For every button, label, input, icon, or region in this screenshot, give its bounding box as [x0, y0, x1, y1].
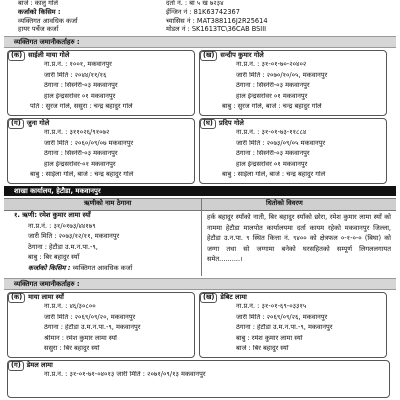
detail-line: बाबु : सुरज गोले, बाजे : चन्द्र बहादुर गोले: [222, 103, 322, 111]
guarantor-card-1a: [7, 50, 195, 116]
detail-line: ठेगाना : हेटौडा उ.म.न.पा.-९, मकवानपुर: [236, 324, 333, 332]
detail-line: ठेगाना : सिस्नेरी-०३ मकवानपुर: [236, 150, 310, 158]
section2-title: व्यक्तिगत जमानीकर्ताहरु :: [14, 280, 80, 288]
detail-line: ठेगाना : सिस्नेरी-०३ मकवानपुर: [44, 82, 118, 90]
detail-line: जारी मिति : २०६९/०९/२०, मकवानपुर: [44, 313, 136, 321]
detail-line: बाबु : रमेश कुमार लामा स्याँ: [236, 334, 303, 342]
chassis-no: च्यासिस नं : MAT388116J2R25614: [166, 16, 268, 25]
detail-line: हाल ईन्द्रसरोवर ०१ मकवानपुर: [236, 92, 308, 100]
card-tag: (घ): [200, 119, 216, 129]
detail-line: ना.प्र.नं. : ३१-०१-७०-२०४०२: [236, 61, 307, 68]
table-header: [4, 198, 396, 211]
grandfather-line: बाजे : कालु गोले: [18, 0, 59, 7]
detail-line: जारी मिति : २०७३/०९/०५ मकवानपुर: [236, 139, 326, 147]
card-tag: (क): [8, 293, 25, 303]
borrower-line: ना.प्र.नं. : ३१/०१७३/४४१७९: [28, 221, 96, 230]
reg-no: दर्ता नं. : बा ५ ख ७२३४: [166, 0, 224, 7]
card-tag: (ग): [8, 119, 24, 129]
detail-line: ठेगाना : सिस्नेरी-०३ मकवानपुर: [236, 82, 310, 90]
detail-line: ठेगाना : हेटौडा उ.म.न.पा.-९, मकवानपुर: [44, 324, 141, 332]
detail-line: ना.प्र.नं. : ३१-०१-७१-०४०१३ जारी मिति : २०७१/०९/१३ मकवानपुर: [44, 371, 206, 378]
section1-title: व्यक्तिगत जमानीकर्ताहरु :: [14, 38, 80, 46]
detail-line: हाल ईन्द्रसरोवर ०१ मकवानपुर: [236, 160, 308, 168]
card-tag: (क): [8, 51, 25, 61]
loan-type-2: हायर पर्चेज कर्जा: [18, 25, 59, 34]
detail-line: पति : सुरज गोले, ससुरा : चन्द्र बहादुर गोले: [30, 103, 133, 111]
detail-line: श्रीमान : रमेश कुमार लामा स्याँ: [44, 334, 117, 342]
borrower-name: १. ऋणी: रमेश कुमार लामा स्याँ: [14, 211, 91, 219]
borrower-loan-label: कर्जाको किसिम :: [28, 263, 71, 272]
detail-line: बाजे : बिर बहादुर स्याँ: [236, 345, 289, 353]
loan-type-label: कर्जाको किसिम :: [18, 7, 61, 16]
section1-header: [4, 36, 396, 48]
branch-title: शाखा कार्यालय, हेटौडा, मकवानपुर: [14, 187, 101, 195]
detail-line: जारी मिति : २०६०/०९/०७ मकवानपुर: [44, 139, 134, 147]
detail-line: ससुरा : बिर बहादुर स्याँ: [44, 345, 100, 353]
guarantor-card-1d: [199, 118, 387, 184]
borrower-col-header: ऋणीको नाम ठेगाना: [84, 199, 132, 207]
detail-line: बाबु : साईला गोले, बाजे : चन्द्र बहादुर गोले: [30, 171, 134, 179]
top-left: [18, 0, 168, 35]
loan-type-1: व्यक्तिगत आवधिक कर्जा: [18, 16, 78, 25]
top-right: [166, 0, 336, 35]
collateral-description: हर्क बहादुर स्याँको नाती, बिर बहादुर स्याँको छोरा, रमेश कुमार लामा स्याँ को नाममा हेटौडा मालपोत कार्यालयमा दर्ता कायम रहेको मकवानपुर जिल्ला, हेटौडा उ.न.पा. ९ स्थित कित्ता नं. ९४०० को क्षेत्रफल ०-१-०-० (बिघा) को जग्गा तथा सो जग्गामा बनेको घरसहितको सम्पूर्ण लिगललगायत समेत..........।: [207, 213, 391, 264]
model-no: मोडल नं : SK1613TC\36CAB BSIII: [166, 25, 267, 34]
guarantor-name: जुना गोले: [26, 119, 50, 128]
section2-header: [4, 278, 396, 290]
page: [4, 0, 396, 378]
collateral-col-header: धितोको विवरण: [266, 199, 303, 207]
detail-line: ना.प्र.नं. : ३११०२६/९१०७२: [44, 129, 110, 136]
borrower-line: जारी मिति : २०७३/१२/११, मकवानपुर: [28, 232, 120, 241]
guarantor-name: डेमल लामा: [26, 361, 53, 370]
borrower-line: ठेगाना : हेटौडा उ.म.न.पा.-९,: [28, 242, 98, 251]
guarantor-card-2b: [199, 292, 387, 358]
branch-bar: [4, 186, 396, 196]
detail-line: जारी मिति : २०६९/०९/२६, मकवानपुर: [236, 313, 328, 321]
guarantor-name: डेबिट लामा: [220, 293, 247, 302]
detail-line: ना.प्र.नं. : ४६/३०८००: [44, 303, 96, 310]
guarantor-card-1c: [7, 118, 195, 184]
detail-line: ना.प्र.नं. : ३१-०१-७३-११८८४: [236, 129, 307, 136]
card-tag: (ख): [200, 51, 217, 61]
card-tag: (ख): [200, 293, 217, 303]
borrower-loan-value: व्यक्तिगत आवधिक कर्जा: [72, 263, 133, 272]
guarantor-card-2a: [7, 292, 195, 358]
guarantor-name: प्रदिप गोले: [218, 119, 244, 128]
detail-line: ना.प्र.नं. : १००१, मकवानपुर: [44, 61, 112, 68]
guarantor-card-1b: [199, 50, 387, 116]
engine-no: ईन्जिन नं : 81K63742367: [166, 7, 240, 16]
card-tag: (ग): [8, 361, 24, 371]
detail-line: बाबु : साईला गोले, बाजे : चन्द्र बहादुर गोले: [222, 171, 326, 179]
detail-line: हाल ईन्द्रसरोवर-०१ मकवानपुर: [44, 160, 116, 168]
borrower-line: बाबु : बिर बहादुर स्याँ: [28, 253, 80, 262]
guarantor-card-2c: [7, 360, 390, 398]
detail-line: हाल ईन्द्रसरोवर ०१ मकवानपुर: [44, 92, 116, 100]
detail-line: जारी मिति : २०७०/१०/०५, मकवानपुर: [236, 71, 328, 79]
detail-line: ना.प्र.नं. : ३१-०१-६९-०३३१५: [236, 303, 307, 310]
detail-line: जारी मिति : २०४४/११/१६: [44, 71, 107, 79]
guarantor-name: सन्दीप कुमार गोले: [220, 51, 264, 60]
guarantor-name: माया लामा स्याँ: [28, 293, 64, 302]
borrower-details: [14, 212, 198, 276]
guarantor-name: साईली माया गोले: [28, 51, 70, 60]
detail-line: ठेगाना : सिस्नेरी-०३ मकवानपुर: [44, 150, 118, 158]
column-divider: [201, 198, 202, 276]
